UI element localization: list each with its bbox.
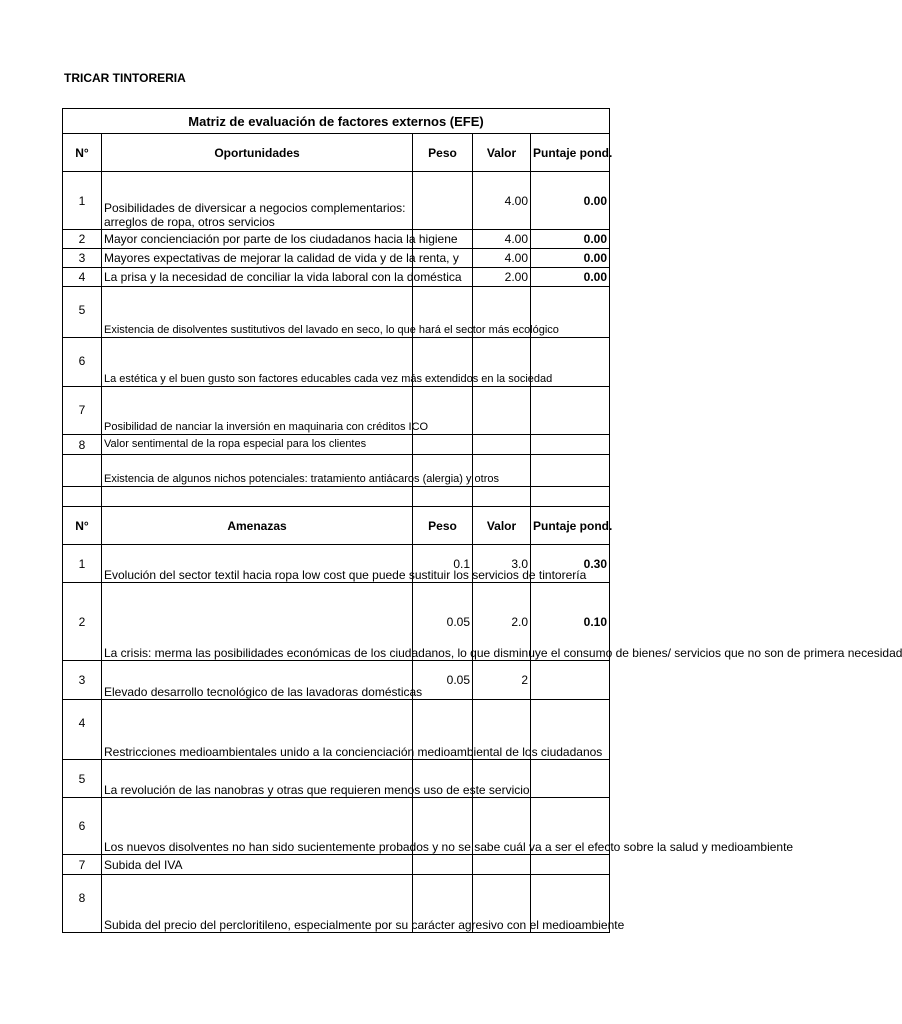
company-name: TRICAR TINTORERIA: [64, 71, 186, 85]
row-num: 4: [63, 268, 102, 287]
threat-row: [63, 875, 610, 933]
opportunity-text: Posibilidades de diversicar a negocios complementarios: arreglos de ropa, otros servicios: [102, 172, 413, 230]
header-peso: Peso: [413, 507, 473, 545]
valor-cell: [473, 435, 531, 455]
puntaje-cell: 0.00: [531, 230, 610, 249]
threat-row: [63, 545, 610, 583]
valor-cell: [473, 387, 531, 435]
header-puntaje: Puntaje pond.: [531, 134, 610, 172]
opportunity-text: La prisa y la necesidad de conciliar la vida laboral con la doméstica: [102, 268, 413, 287]
row-num: 6: [63, 338, 102, 387]
row-num: 5: [63, 287, 102, 338]
threat-row: [63, 700, 610, 760]
opportunity-row: [63, 287, 610, 338]
header-opportunities: Oportunidades: [102, 134, 413, 172]
row-num: 3: [63, 249, 102, 268]
opportunity-row: [63, 387, 610, 435]
threat-text: Los nuevos disolventes no han sido sucientemente probados y no se sabe cuál va a ser el efecto sobre la salud y medioambiente: [102, 798, 413, 855]
matrix-title-row: [63, 109, 610, 134]
row-num: 3: [63, 661, 102, 700]
header-valor: Valor: [473, 507, 531, 545]
opportunity-row: [63, 435, 610, 455]
threat-row: [63, 798, 610, 855]
row-num: 2: [63, 583, 102, 661]
opportunity-row: [63, 455, 610, 487]
row-num: 1: [63, 172, 102, 230]
threat-row: [63, 855, 610, 875]
opportunity-text: Valor sentimental de la ropa especial para los clientes: [102, 435, 413, 455]
row-num: 7: [63, 855, 102, 875]
efe-matrix-table: [62, 108, 902, 933]
valor-cell: 4.00: [473, 172, 531, 230]
valor-cell: 2: [473, 661, 531, 700]
threats-header-row: [63, 507, 610, 545]
threat-text: Restricciones medioambientales unido a la concienciación medioambiental de los ciudadanos: [102, 700, 413, 760]
spacer-row: [63, 487, 610, 507]
threat-text: Subida del precio del percloritileno, especialmente por su carácter agresivo con el medioambiente: [102, 875, 413, 933]
row-num: [63, 455, 102, 487]
row-num: 5: [63, 760, 102, 798]
puntaje-cell: 0.00: [531, 249, 610, 268]
valor-cell: 2.00: [473, 268, 531, 287]
valor-cell: [473, 855, 531, 875]
header-valor: Valor: [473, 134, 531, 172]
puntaje-cell: [531, 435, 610, 455]
opportunity-row: [63, 268, 610, 287]
threat-text: Elevado desarrollo tecnológico de las lavadoras domésticas: [102, 661, 413, 700]
header-num: N°: [63, 507, 102, 545]
puntaje-cell: [531, 661, 610, 700]
threat-text: Evolución del sector textil hacia ropa low cost que puede sustituir los servicios de tintorería: [102, 545, 413, 583]
row-num: 6: [63, 798, 102, 855]
opportunity-text: Existencia de algunos nichos potenciales: tratamiento antiácaros (alergia) y otros: [102, 455, 413, 487]
opportunity-text: Existencia de disolventes sustitutivos del lavado en seco, lo que hará el sector más ecológico: [102, 287, 413, 338]
peso-cell: 0.1: [413, 545, 473, 583]
threat-text: La revolución de las nanobras y otras que requieren menos uso de este servicio: [102, 760, 413, 798]
header-threats: Amenazas: [102, 507, 413, 545]
header-num: N°: [63, 134, 102, 172]
peso-cell: 0.05: [413, 661, 473, 700]
opportunity-text: Posibilidad de nanciar la inversión en maquinaria con créditos ICO: [102, 387, 413, 435]
header-peso: Peso: [413, 134, 473, 172]
opportunity-row: [63, 249, 610, 268]
opportunity-row: [63, 230, 610, 249]
row-num: 4: [63, 700, 102, 760]
valor-cell: 4.00: [473, 230, 531, 249]
puntaje-cell: 0.00: [531, 172, 610, 230]
puntaje-cell: 0.10: [531, 583, 610, 661]
threat-row: [63, 583, 610, 661]
row-num: 1: [63, 545, 102, 583]
row-num: 8: [63, 435, 102, 455]
header-puntaje: Puntaje pond.: [531, 507, 610, 545]
opportunity-text: Mayores expectativas de mejorar la calidad de vida y de la renta, y: [102, 249, 413, 268]
threat-text: Subida del IVA: [102, 855, 413, 875]
peso-cell: [413, 855, 473, 875]
puntaje-cell: [531, 455, 610, 487]
opportunities-header-row: [63, 134, 610, 172]
row-num: 8: [63, 875, 102, 933]
valor-cell: 2.0: [473, 583, 531, 661]
opportunity-row: [63, 338, 610, 387]
threat-row: [63, 661, 610, 700]
peso-cell: [413, 435, 473, 455]
opportunity-text: La estética y el buen gusto son factores educables cada vez más extendidos en la sociedad: [102, 338, 413, 387]
threat-text: La crisis: merma las posibilidades económicas de los ciudadanos, lo que disminuye el consumo de bienes/ servicios que no son de primera necesidad: [102, 583, 413, 661]
peso-cell: 0.05: [413, 583, 473, 661]
row-num: 7: [63, 387, 102, 435]
peso-cell: [413, 172, 473, 230]
opportunity-text: Mayor concienciación por parte de los ciudadanos hacia la higiene: [102, 230, 413, 249]
puntaje-cell: [531, 387, 610, 435]
puntaje-cell: [531, 760, 610, 798]
puntaje-cell: 0.00: [531, 268, 610, 287]
puntaje-cell: 0.30: [531, 545, 610, 583]
threat-row: [63, 760, 610, 798]
valor-cell: 4.00: [473, 249, 531, 268]
puntaje-cell: [531, 855, 610, 875]
valor-cell: 3.0: [473, 545, 531, 583]
row-num: 2: [63, 230, 102, 249]
matrix-title: Matriz de evaluación de factores externos (EFE): [63, 109, 610, 134]
opportunity-row: [63, 172, 610, 230]
